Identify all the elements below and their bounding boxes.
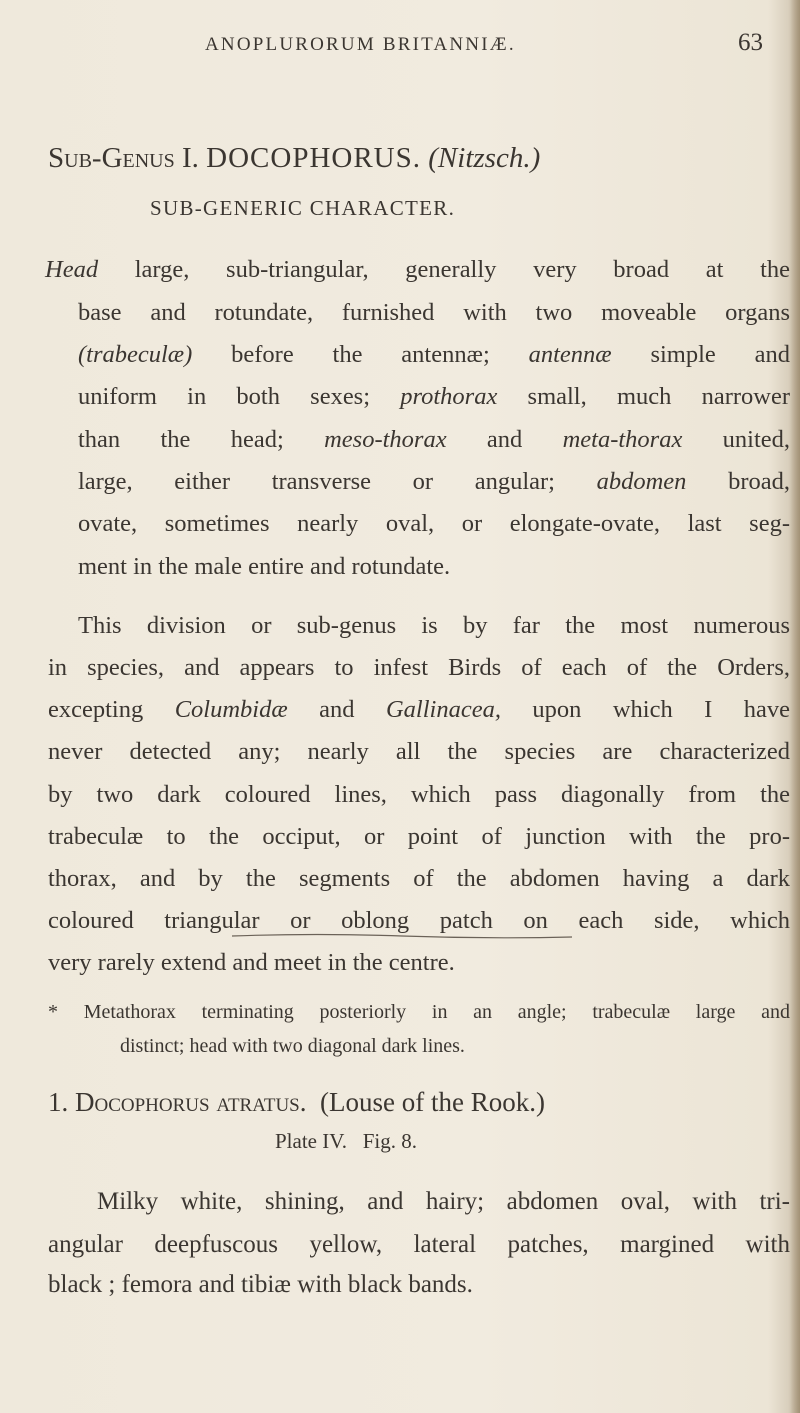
text-segment: ment in the male entire and rotundate. bbox=[78, 553, 451, 580]
italic-term: Gallinacea, bbox=[385, 696, 501, 723]
italic-term: meso-thorax bbox=[324, 426, 447, 453]
text-segment: very rarely extend and meet in the centre. bbox=[48, 949, 455, 976]
italic-term: meta-thorax bbox=[562, 426, 683, 453]
text-segment: thorax, and by the segments of the abdomen having a dark bbox=[48, 865, 790, 892]
text-line bbox=[45, 255, 790, 285]
subgenus-title bbox=[48, 143, 540, 173]
text-segment: in species, and appears to infest Birds of each of the Orders, bbox=[48, 654, 790, 681]
text-segment: uniform in both sexes; bbox=[78, 383, 401, 410]
text-segment: simple and bbox=[611, 341, 790, 368]
text-segment: before the antennæ; bbox=[192, 341, 529, 368]
text-segment: and bbox=[287, 696, 386, 723]
text-segment: excepting bbox=[48, 696, 175, 723]
text-segment: This division or sub-genus is by far the most numerous bbox=[78, 612, 790, 639]
text-segment: base and rotundate, furnished with two moveable organs bbox=[78, 299, 790, 326]
text-line bbox=[48, 653, 790, 683]
text-line bbox=[48, 997, 790, 1027]
italic-term: antennæ bbox=[528, 341, 612, 368]
text-line bbox=[97, 1187, 790, 1217]
text-line bbox=[48, 780, 790, 810]
text-segment: small, much narrower bbox=[497, 383, 790, 410]
italic-term: (trabeculæ) bbox=[78, 341, 193, 368]
text-segment: Milky white, shining, and hairy; abdomen oval, with tri- bbox=[97, 1188, 790, 1215]
text-line bbox=[48, 1270, 473, 1300]
italic-term: abdomen bbox=[596, 468, 687, 495]
text-line bbox=[48, 948, 455, 978]
text-segment: angular deepfuscous yellow, lateral patches, margined with bbox=[48, 1231, 790, 1258]
plate-reference: Plate IV. Fig. 8. bbox=[275, 1129, 417, 1153]
text-line bbox=[78, 509, 790, 539]
text-line bbox=[78, 298, 790, 328]
subgenus-prefix: Sub-Genus I. bbox=[48, 142, 199, 174]
text-line bbox=[48, 906, 790, 936]
decorative-rule bbox=[232, 933, 572, 939]
page-edge bbox=[790, 0, 800, 1413]
subgenus-author: (Nitzsch.) bbox=[428, 142, 541, 174]
text-segment: upon which I have bbox=[500, 696, 790, 723]
species-name: Docophorus atratus. bbox=[75, 1087, 307, 1117]
text-segment: than the head; bbox=[78, 426, 325, 453]
text-segment: by two dark coloured lines, which pass diagonally from the bbox=[48, 781, 790, 808]
text-line bbox=[48, 864, 790, 894]
italic-term: Head bbox=[45, 256, 99, 283]
text-segment: large, sub-triangular, generally very broad at the bbox=[98, 256, 790, 283]
text-line bbox=[78, 425, 790, 455]
running-title: ANOPLURORUM BRITANNIÆ. bbox=[205, 34, 516, 55]
text-line bbox=[48, 737, 790, 767]
text-line bbox=[78, 340, 790, 370]
italic-term: prothorax bbox=[400, 383, 498, 410]
text-segment: black ; femora and tibiæ with black bands. bbox=[48, 1271, 473, 1298]
text-line bbox=[78, 467, 790, 497]
page-number: 63 bbox=[738, 29, 763, 56]
italic-term: Columbidæ bbox=[174, 696, 288, 723]
species-common-name: (Louse of the Rook.) bbox=[320, 1087, 545, 1117]
text-segment: united, bbox=[682, 426, 790, 453]
text-line bbox=[48, 695, 790, 725]
text-segment: * Metathorax terminating posteriorly in an angle; trabeculæ large and bbox=[48, 1001, 790, 1023]
text-line bbox=[78, 552, 450, 582]
subgenus-name: DOCOPHORUS. bbox=[206, 142, 422, 174]
text-segment: broad, bbox=[686, 468, 790, 495]
text-segment: large, either transverse or angular; bbox=[78, 468, 597, 495]
text-segment: trabeculæ to the occiput, or point of junction with the pro- bbox=[48, 823, 790, 850]
text-segment: ovate, sometimes nearly oval, or elongate-ovate, last seg- bbox=[78, 510, 790, 537]
species-number: 1. bbox=[48, 1087, 69, 1117]
species-heading bbox=[48, 1087, 545, 1117]
text-segment: distinct; head with two diagonal dark lines. bbox=[120, 1035, 465, 1057]
text-line bbox=[78, 611, 790, 641]
section-heading: SUB-GENERIC CHARACTER. bbox=[150, 196, 456, 220]
text-line bbox=[120, 1031, 465, 1061]
text-segment: coloured triangular or oblong patch on each side, which bbox=[48, 907, 790, 934]
text-line bbox=[48, 1230, 790, 1260]
text-segment: and bbox=[446, 426, 563, 453]
text-line bbox=[48, 822, 790, 852]
text-line bbox=[78, 382, 790, 412]
text-segment: never detected any; nearly all the species are characterized bbox=[48, 738, 790, 765]
